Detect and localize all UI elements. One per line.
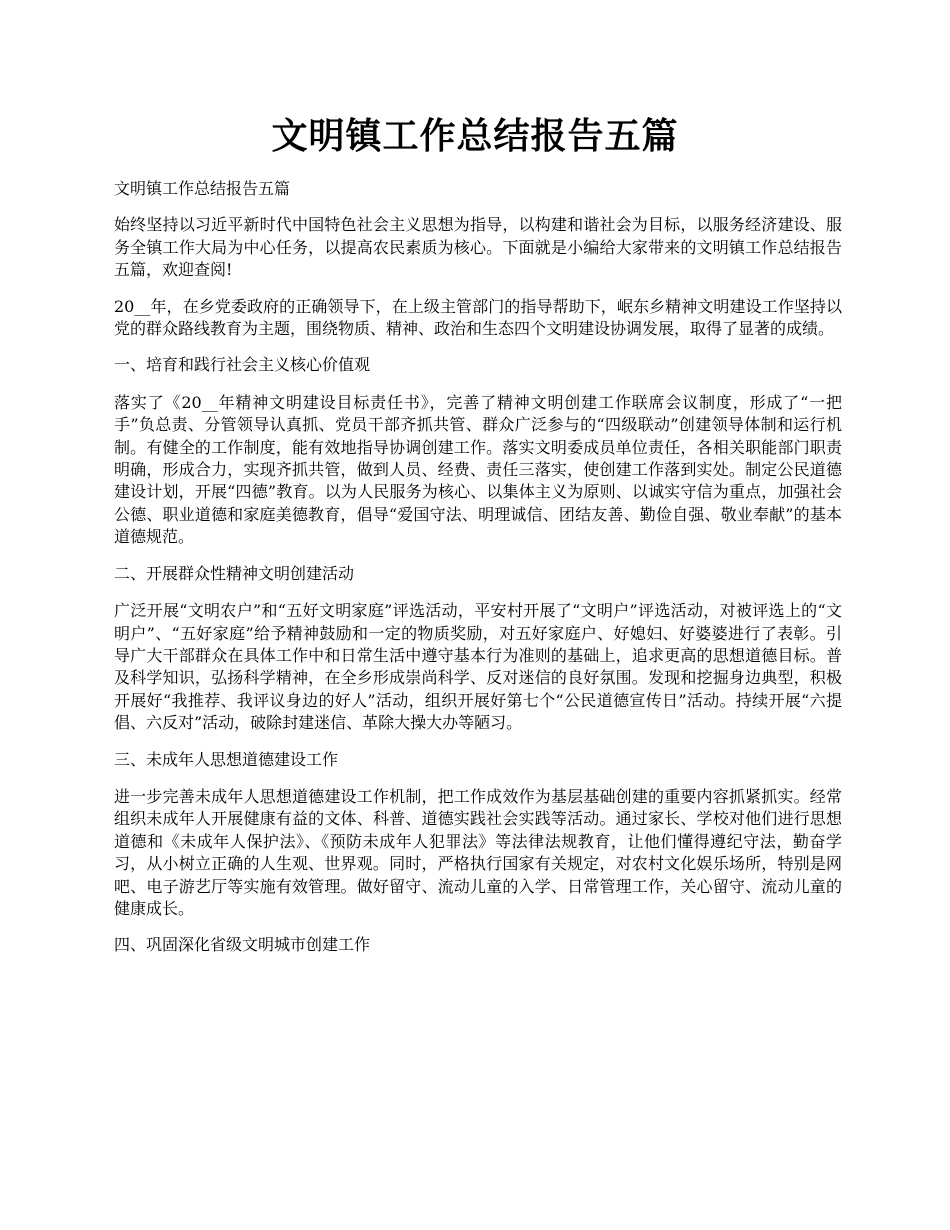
section-heading: 二、开展群众性精神文明创建活动 bbox=[114, 563, 355, 583]
document-body bbox=[114, 178, 842, 972]
body-paragraph: 进一步完善未成年人思想道德建设工作机制，把工作成效作为基层基础创建的重要内容抓紧抓实。经常组织未成年人开展健康有益的文体、科普、道德实践社会实践等活动。通过家长、学校对他们进行思想道德和《未成年人保护法》、《预防未成年人犯罪法》等法律法规教育，让他们懂得遵纪守法，勤奋学习，从小树立正确的人生观、世界观。同时，严格执行国家有关规定，对农村文化娱乐场所，特别是网吧、电子游艺厅等实施有效管理。做好留守、流动儿童的入学、日常管理工作，关心留守、流动儿童的健康成长。 bbox=[114, 786, 842, 918]
section-heading: 四、巩固深化省级文明城市创建工作 bbox=[114, 935, 371, 955]
body-paragraph: 广泛开展“文明农户”和“五好文明家庭”评选活动，平安村开展了“文明户”评选活动，对被评选上的“文明户”、“五好家庭”给予精神鼓励和一定的物质奖励，对五好家庭户、好媳妇、好婆婆进行了表彰。引导广大干部群众在具体工作中和日常生活中遵守基本行为准则的基础上，追求更高的思想道德目标。普及科学知识，弘扬科学精神，在全乡形成崇尚科学、反对迷信的良好氛围。发现和挖掘身边典型，积极开展好“我推荐、我评议身边的好人”活动，组织开展好第七个“公民道德宣传日”活动。持续开展“六提倡、六反对”活动，破除封建迷信、革除大操大办等陋习。 bbox=[114, 601, 842, 733]
section-heading: 一、培育和践行社会主义核心价值观 bbox=[114, 355, 371, 375]
document-title: 文明镇工作总结报告五篇 bbox=[271, 115, 679, 157]
intro-paragraph: 始终坚持以习近平新时代中国特色社会主义思想为指导，以构建和谐社会为目标，以服务经济建设、服务全镇工作大局为中心任务，以提高农民素质为核心。下面就是小编给大家带来的文明镇工作总结报告五篇，欢迎查阅! bbox=[114, 215, 842, 280]
section-heading: 三、未成年人思想道德建设工作 bbox=[114, 749, 339, 769]
body-paragraph: 20__年，在乡党委政府的正确领导下，在上级主管部门的指导帮助下，岷东乡精神文明建设工作坚持以党的群众路线教育为主题，围绕物质、精神、政治和生态四个文明建设协调发展，取得了显著的成绩。 bbox=[114, 296, 842, 339]
subtitle-line: 文明镇工作总结报告五篇 bbox=[114, 179, 291, 198]
body-paragraph: 落实了《20__年精神文明建设目标责任书》，完善了精神文明创建工作联席会议制度，形成了“一把手”负总责、分管领导认真抓、党员干部齐抓共管、群众广泛参与的“四级联动”创建领导体制和运行机制。有健全的工作制度，能有效地指导协调创建工作。落实文明委成员单位责任，各相关职能部门职责明确，形成合力，实现齐抓共管，做到人员、经费、责任三落实，使创建工作落到实处。制定公民道德建设计划，开展“四德”教育。以为人民服务为核心、以集体主义为原则、以诚实守信为重点，加强社会公德、职业道德和家庭美德教育，倡导“爱国守法、明理诚信、团结友善、勤俭自强、敬业奉献”的基本道德规范。 bbox=[114, 392, 842, 547]
